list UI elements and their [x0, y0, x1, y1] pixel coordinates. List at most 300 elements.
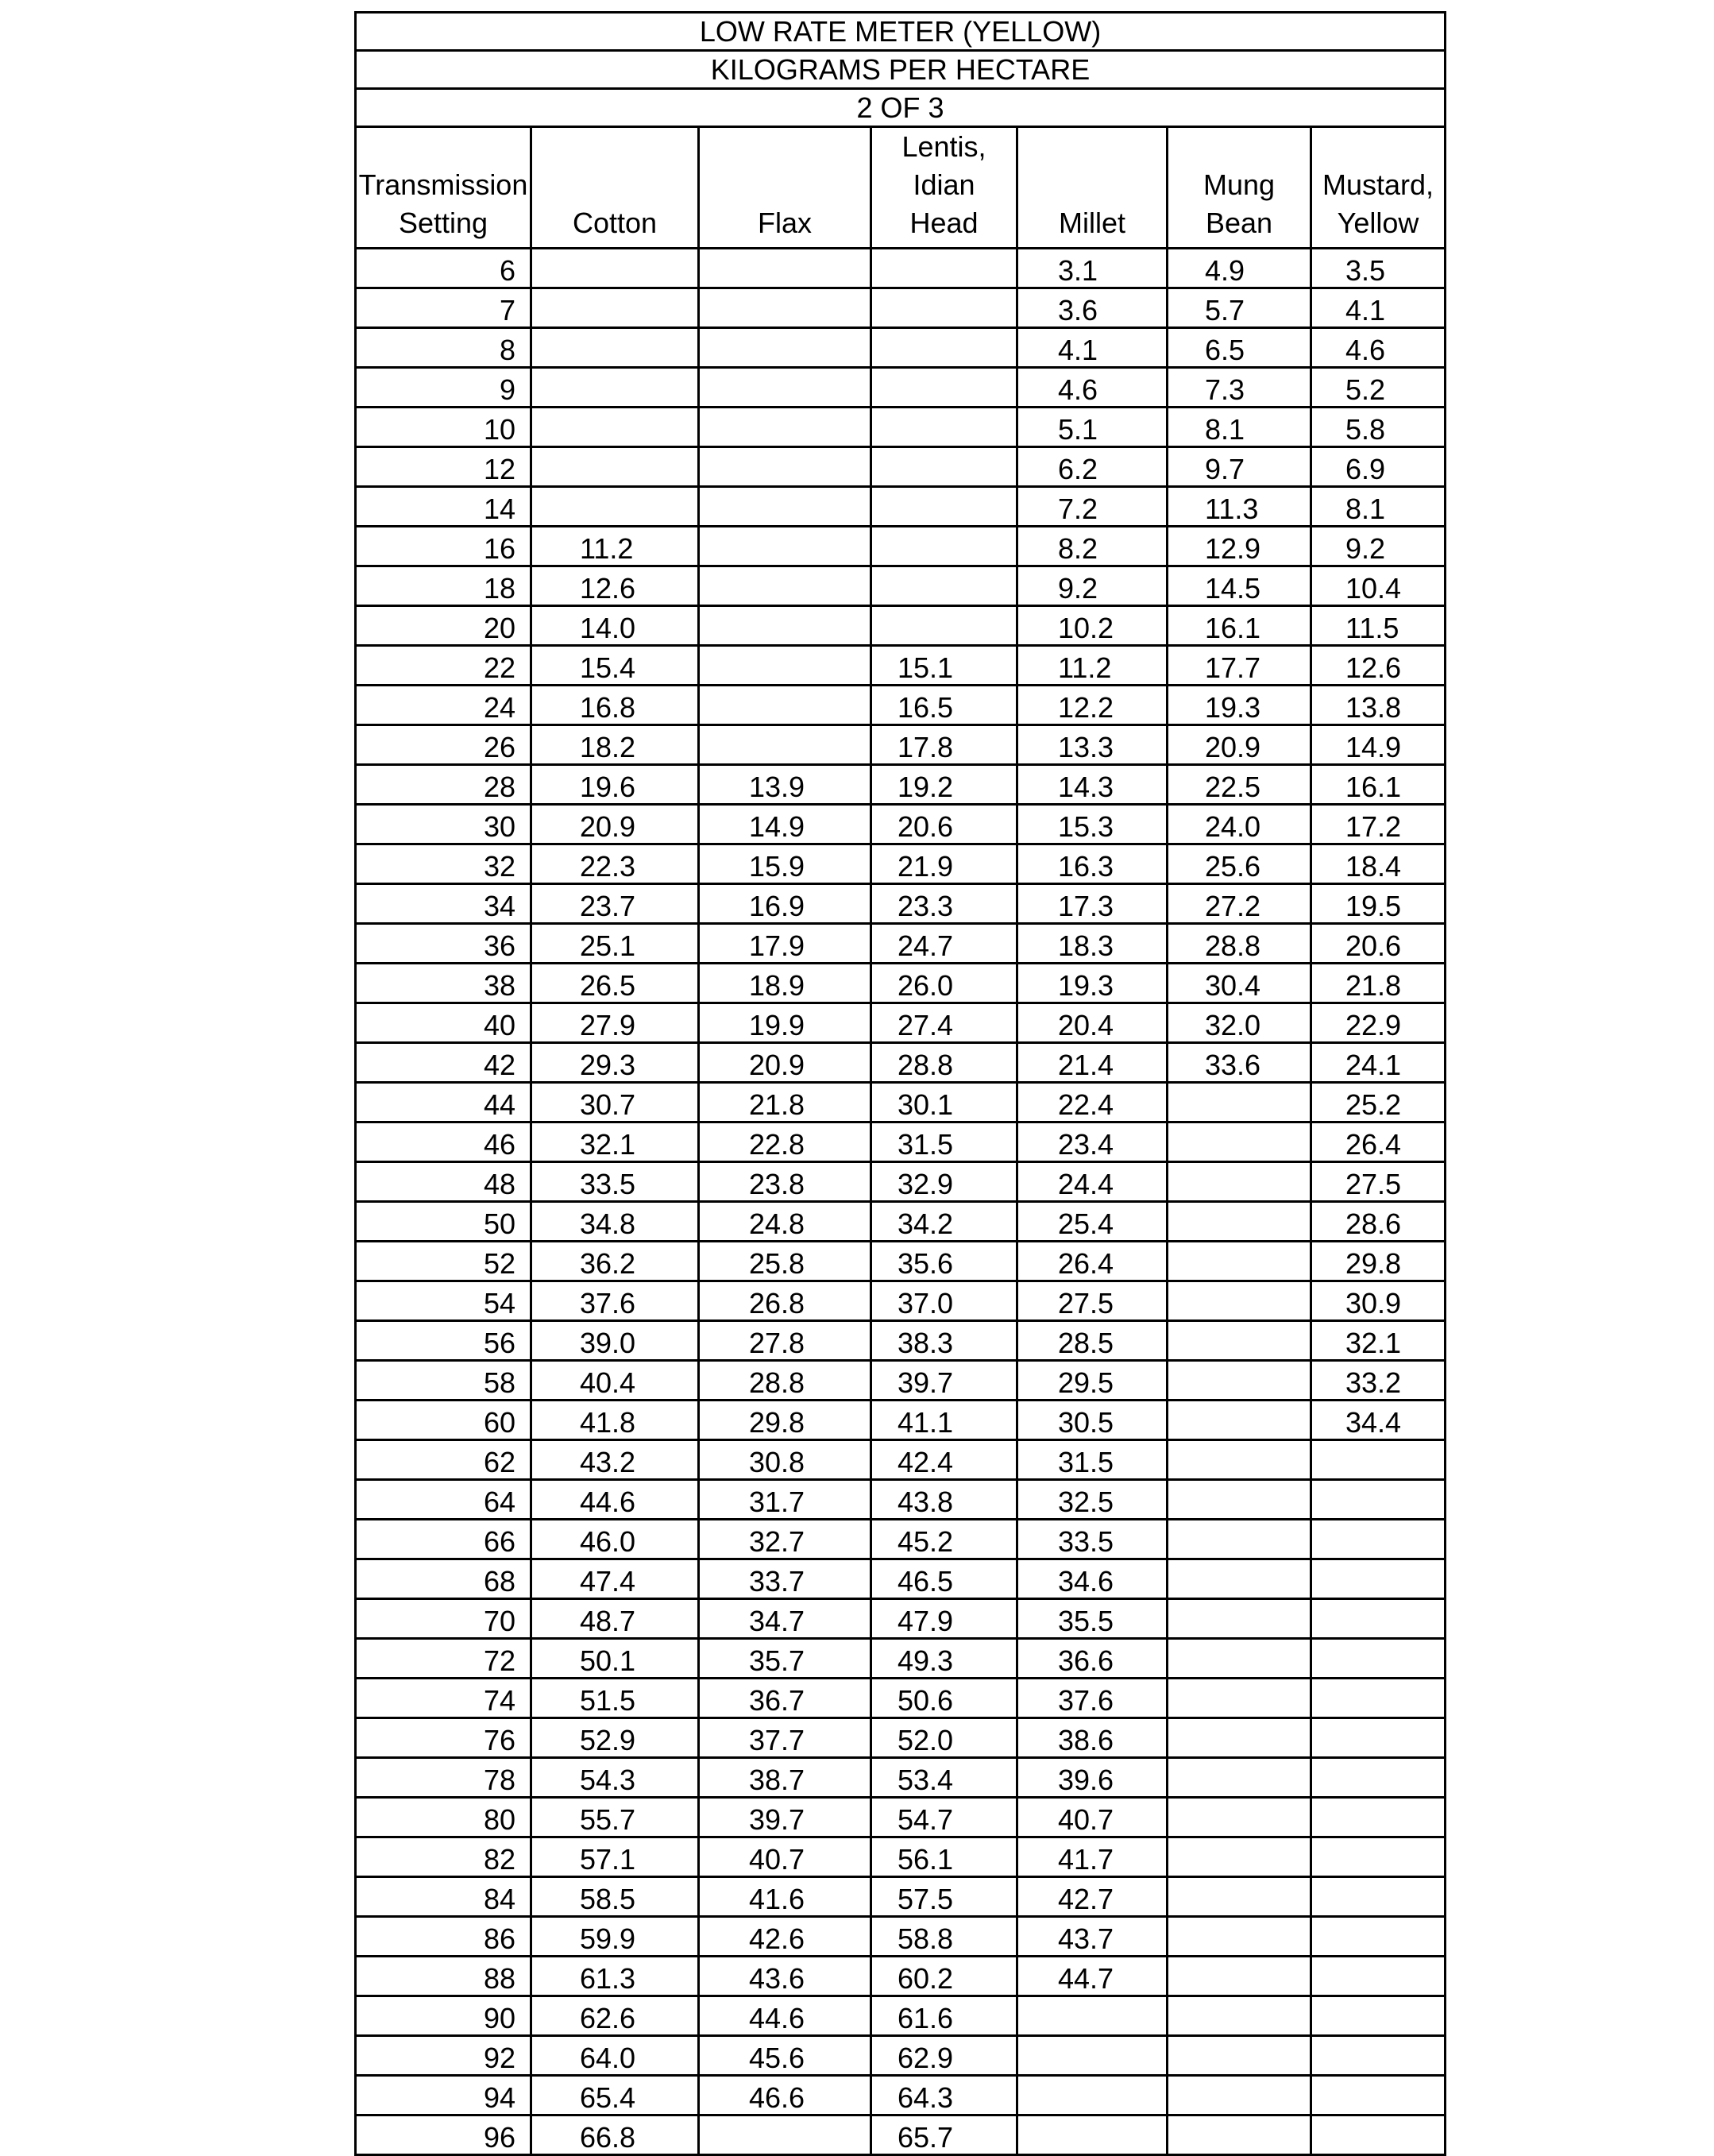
mung-bean-cell: [1168, 2115, 1311, 2155]
flax-cell: 33.7: [699, 1559, 871, 1599]
lentils-cell: 23.3: [871, 884, 1017, 924]
transmission-setting-cell: 44: [356, 1083, 531, 1122]
mustard-yellow-cell: [1311, 2076, 1446, 2115]
lentils-cell: 19.2: [871, 765, 1017, 805]
cotton-cell: 22.3: [531, 844, 699, 884]
table-row: [356, 1321, 1446, 1361]
lentils-cell: [871, 447, 1017, 487]
millet-cell: 31.5: [1017, 1440, 1168, 1480]
cotton-cell: 37.6: [531, 1281, 699, 1321]
lentils-header: [871, 127, 1017, 249]
mung-bean-cell: 33.6: [1168, 1043, 1311, 1083]
mustard-yellow-cell: 13.8: [1311, 686, 1446, 725]
millet-cell: 30.5: [1017, 1401, 1168, 1440]
flax-cell: 45.6: [699, 2036, 871, 2076]
flax-cell: 17.9: [699, 924, 871, 964]
lentils-cell: 31.5: [871, 1122, 1017, 1162]
table-row: [356, 288, 1446, 328]
transmission-setting-cell: 64: [356, 1480, 531, 1520]
transmission-setting-cell: 12: [356, 447, 531, 487]
mung-bean-cell: 7.3: [1168, 368, 1311, 408]
flax-cell: 42.6: [699, 1917, 871, 1957]
mung-bean-cell: 5.7: [1168, 288, 1311, 328]
mung-bean-cell: [1168, 1877, 1311, 1917]
lentils-cell: 34.2: [871, 1202, 1017, 1242]
mung-bean-cell: 8.1: [1168, 408, 1311, 447]
mung-bean-cell: [1168, 1520, 1311, 1559]
millet-header: [1017, 127, 1168, 249]
lentils-cell: 62.9: [871, 2036, 1017, 2076]
column-header-line: Bean: [1205, 207, 1273, 239]
mustard-yellow-cell: 24.1: [1311, 1043, 1446, 1083]
cotton-cell: [531, 288, 699, 328]
mustard-yellow-cell: 12.6: [1311, 646, 1446, 686]
table-row: [356, 725, 1446, 765]
mung-bean-cell: [1168, 1917, 1311, 1957]
transmission-setting-cell: 18: [356, 566, 531, 606]
cotton-cell: 52.9: [531, 1718, 699, 1758]
flax-cell: 39.7: [699, 1798, 871, 1837]
lentils-cell: 37.0: [871, 1281, 1017, 1321]
flax-cell: [699, 566, 871, 606]
column-header-line: Flax: [757, 207, 812, 239]
lentils-cell: 61.6: [871, 1996, 1017, 2036]
transmission-setting-cell: 76: [356, 1718, 531, 1758]
cotton-cell: 54.3: [531, 1758, 699, 1798]
table-units: KILOGRAMS PER HECTARE: [356, 51, 1446, 89]
mustard-yellow-cell: [1311, 1718, 1446, 1758]
lentils-cell: 15.1: [871, 646, 1017, 686]
mustard-yellow-cell: 9.2: [1311, 527, 1446, 566]
flax-cell: [699, 249, 871, 288]
flax-cell: 32.7: [699, 1520, 871, 1559]
millet-cell: 24.4: [1017, 1162, 1168, 1202]
millet-cell: [1017, 1996, 1168, 2036]
mung-bean-cell: [1168, 1480, 1311, 1520]
cotton-cell: 19.6: [531, 765, 699, 805]
millet-cell: 17.3: [1017, 884, 1168, 924]
flax-cell: 19.9: [699, 1003, 871, 1043]
cotton-cell: 15.4: [531, 646, 699, 686]
mustard-yellow-cell: 25.2: [1311, 1083, 1446, 1122]
mung-bean-cell: 14.5: [1168, 566, 1311, 606]
flax-cell: 35.7: [699, 1639, 871, 1679]
flax-cell: 44.6: [699, 1996, 871, 2036]
cotton-cell: 51.5: [531, 1679, 699, 1718]
transmission-setting-cell: 30: [356, 805, 531, 844]
cotton-cell: 40.4: [531, 1361, 699, 1401]
column-header-line: Yellow: [1337, 207, 1419, 239]
mustard-yellow-cell: [1311, 1520, 1446, 1559]
mustard-yellow-cell: [1311, 1639, 1446, 1679]
cotton-cell: 26.5: [531, 964, 699, 1003]
flax-cell: 30.8: [699, 1440, 871, 1480]
mung-bean-cell: 27.2: [1168, 884, 1311, 924]
mustard-yellow-cell: 4.6: [1311, 328, 1446, 368]
table-row: [356, 1559, 1446, 1599]
transmission-setting-cell: 60: [356, 1401, 531, 1440]
millet-cell: 23.4: [1017, 1122, 1168, 1162]
mung-bean-cell: [1168, 2076, 1311, 2115]
mung-bean-cell: 11.3: [1168, 487, 1311, 527]
flax-cell: 31.7: [699, 1480, 871, 1520]
transmission-setting-cell: 84: [356, 1877, 531, 1917]
millet-cell: 35.5: [1017, 1599, 1168, 1639]
mung-bean-cell: [1168, 1679, 1311, 1718]
column-header-line: Lentis,: [901, 130, 986, 163]
lentils-cell: [871, 487, 1017, 527]
table-row: [356, 606, 1446, 646]
table-row: [356, 1599, 1446, 1639]
table-row: [356, 1520, 1446, 1559]
cotton-cell: 16.8: [531, 686, 699, 725]
lentils-cell: 24.7: [871, 924, 1017, 964]
table-row: [356, 686, 1446, 725]
transmission-setting-cell: 9: [356, 368, 531, 408]
mustard-yellow-cell: 30.9: [1311, 1281, 1446, 1321]
mung-bean-cell: [1168, 1401, 1311, 1440]
transmission-setting-cell: 48: [356, 1162, 531, 1202]
flax-cell: 23.8: [699, 1162, 871, 1202]
millet-cell: 13.3: [1017, 725, 1168, 765]
mustard-yellow-cell: 29.8: [1311, 1242, 1446, 1281]
transmission-setting-cell: 50: [356, 1202, 531, 1242]
mung-bean-cell: 16.1: [1168, 606, 1311, 646]
transmission-setting-cell: 62: [356, 1440, 531, 1480]
cotton-cell: 62.6: [531, 1996, 699, 2036]
cotton-cell: 44.6: [531, 1480, 699, 1520]
flax-cell: 43.6: [699, 1957, 871, 1996]
mung-bean-cell: [1168, 1440, 1311, 1480]
table-row: [356, 1003, 1446, 1043]
lentils-cell: 58.8: [871, 1917, 1017, 1957]
mustard-yellow-cell: 34.4: [1311, 1401, 1446, 1440]
cotton-cell: 41.8: [531, 1401, 699, 1440]
millet-cell: 28.5: [1017, 1321, 1168, 1361]
flax-cell: [699, 2115, 871, 2155]
millet-cell: 9.2: [1017, 566, 1168, 606]
cotton-cell: 66.8: [531, 2115, 699, 2155]
mustard-yellow-cell: 5.2: [1311, 368, 1446, 408]
mung-bean-cell: 6.5: [1168, 328, 1311, 368]
table-row: [356, 1401, 1446, 1440]
millet-cell: 25.4: [1017, 1202, 1168, 1242]
mustard-yellow-cell: 22.9: [1311, 1003, 1446, 1043]
table-row: [356, 805, 1446, 844]
millet-cell: 41.7: [1017, 1837, 1168, 1877]
millet-cell: 4.1: [1017, 328, 1168, 368]
transmission-setting-cell: 26: [356, 725, 531, 765]
mustard-yellow-cell: 32.1: [1311, 1321, 1446, 1361]
transmission-setting-cell: 94: [356, 2076, 531, 2115]
table-row: [356, 249, 1446, 288]
table-row: [356, 487, 1446, 527]
seeding-rate-table: [354, 11, 1446, 2156]
transmission-setting-cell: 56: [356, 1321, 531, 1361]
column-header-line: Head: [909, 207, 979, 239]
lentils-cell: 50.6: [871, 1679, 1017, 1718]
transmission-setting-cell: 32: [356, 844, 531, 884]
flax-cell: [699, 606, 871, 646]
mung-bean-cell: [1168, 1599, 1311, 1639]
transmission-setting-cell: 58: [356, 1361, 531, 1401]
mung-bean-cell: [1168, 1559, 1311, 1599]
millet-cell: 39.6: [1017, 1758, 1168, 1798]
flax-cell: [699, 328, 871, 368]
transmission-setting-cell: 40: [356, 1003, 531, 1043]
transmission-setting-cell: 38: [356, 964, 531, 1003]
lentils-cell: [871, 288, 1017, 328]
flax-cell: [699, 368, 871, 408]
millet-cell: 18.3: [1017, 924, 1168, 964]
table-row: [356, 1996, 1446, 2036]
cotton-header: [531, 127, 699, 249]
flax-cell: [699, 447, 871, 487]
millet-cell: [1017, 2036, 1168, 2076]
mustard-yellow-cell: 20.6: [1311, 924, 1446, 964]
mung-bean-cell: [1168, 1202, 1311, 1242]
page-indicator-row: [356, 89, 1446, 127]
millet-cell: 6.2: [1017, 447, 1168, 487]
lentils-cell: 26.0: [871, 964, 1017, 1003]
transmission-setting-cell: 70: [356, 1599, 531, 1639]
mustard-yellow-cell: [1311, 1996, 1446, 2036]
transmission-setting-cell: 88: [356, 1957, 531, 1996]
mustard-yellow-cell: [1311, 1679, 1446, 1718]
table-row: [356, 1162, 1446, 1202]
millet-cell: [1017, 2076, 1168, 2115]
flax-cell: [699, 646, 871, 686]
mung-bean-cell: 20.9: [1168, 725, 1311, 765]
mung-bean-cell: [1168, 1083, 1311, 1122]
mustard-yellow-cell: [1311, 1758, 1446, 1798]
flax-cell: 25.8: [699, 1242, 871, 1281]
table-row: [356, 566, 1446, 606]
mung-bean-cell: [1168, 1162, 1311, 1202]
flax-header: [699, 127, 871, 249]
mustard-yellow-cell: 6.9: [1311, 447, 1446, 487]
lentils-cell: 54.7: [871, 1798, 1017, 1837]
lentils-cell: 27.4: [871, 1003, 1017, 1043]
table-row: [356, 646, 1446, 686]
lentils-cell: 46.5: [871, 1559, 1017, 1599]
flax-cell: 46.6: [699, 2076, 871, 2115]
mung-bean-cell: [1168, 2036, 1311, 2076]
millet-cell: 4.6: [1017, 368, 1168, 408]
table-row: [356, 447, 1446, 487]
lentils-cell: 16.5: [871, 686, 1017, 725]
cotton-cell: 43.2: [531, 1440, 699, 1480]
flax-cell: 22.8: [699, 1122, 871, 1162]
cotton-cell: 14.0: [531, 606, 699, 646]
flax-cell: 15.9: [699, 844, 871, 884]
mustard-yellow-cell: 16.1: [1311, 765, 1446, 805]
transmission-setting-cell: 54: [356, 1281, 531, 1321]
lentils-cell: 41.1: [871, 1401, 1017, 1440]
cotton-cell: [531, 487, 699, 527]
column-header-line: Setting: [398, 207, 488, 239]
mustard-yellow-cell: 4.1: [1311, 288, 1446, 328]
table-row: [356, 1718, 1446, 1758]
table-row: [356, 964, 1446, 1003]
mustard-yellow-cell: 3.5: [1311, 249, 1446, 288]
column-header-row: [356, 127, 1446, 249]
transmission-setting-cell: 46: [356, 1122, 531, 1162]
lentils-cell: [871, 566, 1017, 606]
cotton-cell: 29.3: [531, 1043, 699, 1083]
transmission-setting-cell: 78: [356, 1758, 531, 1798]
mung-bean-cell: 28.8: [1168, 924, 1311, 964]
flax-cell: 14.9: [699, 805, 871, 844]
millet-cell: 20.4: [1017, 1003, 1168, 1043]
transmission-setting-cell: 68: [356, 1559, 531, 1599]
millet-cell: 21.4: [1017, 1043, 1168, 1083]
millet-cell: 3.1: [1017, 249, 1168, 288]
millet-cell: 15.3: [1017, 805, 1168, 844]
lentils-cell: 17.8: [871, 725, 1017, 765]
cotton-cell: 55.7: [531, 1798, 699, 1837]
mustard-yellow-cell: 19.5: [1311, 884, 1446, 924]
transmission-setting-cell: 10: [356, 408, 531, 447]
table-row: [356, 1122, 1446, 1162]
mustard-yellow-cell: [1311, 1599, 1446, 1639]
subtitle-row: [356, 51, 1446, 89]
flax-cell: 29.8: [699, 1401, 871, 1440]
lentils-cell: 52.0: [871, 1718, 1017, 1758]
millet-cell: 29.5: [1017, 1361, 1168, 1401]
transmission-setting-cell: 28: [356, 765, 531, 805]
mustard-yellow-cell: 28.6: [1311, 1202, 1446, 1242]
mung-bean-cell: [1168, 1837, 1311, 1877]
flax-cell: 18.9: [699, 964, 871, 1003]
flax-cell: 20.9: [699, 1043, 871, 1083]
mung-bean-cell: [1168, 1639, 1311, 1679]
mustard-yellow-cell: 27.5: [1311, 1162, 1446, 1202]
millet-cell: 36.6: [1017, 1639, 1168, 1679]
transmission-setting-cell: 72: [356, 1639, 531, 1679]
table-title: LOW RATE METER (YELLOW): [356, 13, 1446, 51]
cotton-cell: [531, 249, 699, 288]
lentils-cell: 21.9: [871, 844, 1017, 884]
lentils-cell: 39.7: [871, 1361, 1017, 1401]
mustard-yellow-cell: [1311, 1798, 1446, 1837]
millet-cell: 16.3: [1017, 844, 1168, 884]
table-row: [356, 328, 1446, 368]
flax-cell: 27.8: [699, 1321, 871, 1361]
flax-cell: 36.7: [699, 1679, 871, 1718]
mustard-yellow-cell: 18.4: [1311, 844, 1446, 884]
transmission-setting-cell: 36: [356, 924, 531, 964]
transmission-setting-cell: 82: [356, 1837, 531, 1877]
cotton-cell: 34.8: [531, 1202, 699, 1242]
cotton-cell: 11.2: [531, 527, 699, 566]
millet-cell: 26.4: [1017, 1242, 1168, 1281]
transmission-setting-cell: 22: [356, 646, 531, 686]
mung-bean-cell: [1168, 1798, 1311, 1837]
table-row: [356, 1679, 1446, 1718]
flax-cell: 41.6: [699, 1877, 871, 1917]
transmission-setting-cell: 7: [356, 288, 531, 328]
lentils-cell: [871, 606, 1017, 646]
lentils-cell: 42.4: [871, 1440, 1017, 1480]
mustard-yellow-cell: [1311, 2036, 1446, 2076]
transmission-setting-cell: 14: [356, 487, 531, 527]
mustard-yellow-cell: 33.2: [1311, 1361, 1446, 1401]
table-row: [356, 527, 1446, 566]
cotton-cell: 30.7: [531, 1083, 699, 1122]
lentils-cell: [871, 527, 1017, 566]
table-row: [356, 1837, 1446, 1877]
flax-cell: 13.9: [699, 765, 871, 805]
mustard-yellow-cell: 26.4: [1311, 1122, 1446, 1162]
table-row: [356, 844, 1446, 884]
table-row: [356, 2036, 1446, 2076]
millet-cell: 7.2: [1017, 487, 1168, 527]
cotton-cell: 12.6: [531, 566, 699, 606]
mung-bean-cell: [1168, 1361, 1311, 1401]
table-row: [356, 2115, 1446, 2155]
mung-bean-cell: [1168, 1996, 1311, 2036]
lentils-cell: 53.4: [871, 1758, 1017, 1798]
cotton-cell: 65.4: [531, 2076, 699, 2115]
column-header-line: Idian: [913, 168, 975, 201]
flax-cell: 26.8: [699, 1281, 871, 1321]
flax-cell: 40.7: [699, 1837, 871, 1877]
column-header-line: Mung: [1203, 168, 1276, 201]
flax-cell: [699, 686, 871, 725]
mustard-yellow-cell: 5.8: [1311, 408, 1446, 447]
lentils-cell: 56.1: [871, 1837, 1017, 1877]
title-row: [356, 13, 1446, 51]
table-row: [356, 924, 1446, 964]
flax-cell: 38.7: [699, 1758, 871, 1798]
table-row: [356, 1361, 1446, 1401]
mung-bean-cell: [1168, 1758, 1311, 1798]
column-header-line: Cotton: [572, 207, 658, 239]
lentils-cell: 60.2: [871, 1957, 1017, 1996]
column-header-line: Mustard,: [1322, 168, 1434, 201]
mustard-yellow-cell: 17.2: [1311, 805, 1446, 844]
lentils-cell: 57.5: [871, 1877, 1017, 1917]
flax-cell: [699, 288, 871, 328]
millet-cell: 12.2: [1017, 686, 1168, 725]
transmission-setting-cell: 86: [356, 1917, 531, 1957]
table-row: [356, 1083, 1446, 1122]
mustard-yellow-cell: [1311, 1957, 1446, 1996]
millet-cell: 8.2: [1017, 527, 1168, 566]
mustard-yellow-cell: [1311, 2115, 1446, 2155]
mung-bean-cell: 32.0: [1168, 1003, 1311, 1043]
transmission-setting-cell: 96: [356, 2115, 531, 2155]
millet-cell: 38.6: [1017, 1718, 1168, 1758]
cotton-cell: 50.1: [531, 1639, 699, 1679]
cotton-cell: [531, 447, 699, 487]
cotton-cell: [531, 328, 699, 368]
mung-bean-cell: 30.4: [1168, 964, 1311, 1003]
transmission-setting-header: [356, 127, 531, 249]
table-row: [356, 1877, 1446, 1917]
mustard-yellow-cell: [1311, 1480, 1446, 1520]
cotton-cell: 59.9: [531, 1917, 699, 1957]
lentils-cell: 45.2: [871, 1520, 1017, 1559]
flax-cell: [699, 527, 871, 566]
mung-bean-cell: 4.9: [1168, 249, 1311, 288]
mung-bean-cell: 9.7: [1168, 447, 1311, 487]
page-indicator: 2 OF 3: [356, 89, 1446, 127]
flax-cell: 34.7: [699, 1599, 871, 1639]
flax-cell: [699, 408, 871, 447]
transmission-setting-cell: 16: [356, 527, 531, 566]
